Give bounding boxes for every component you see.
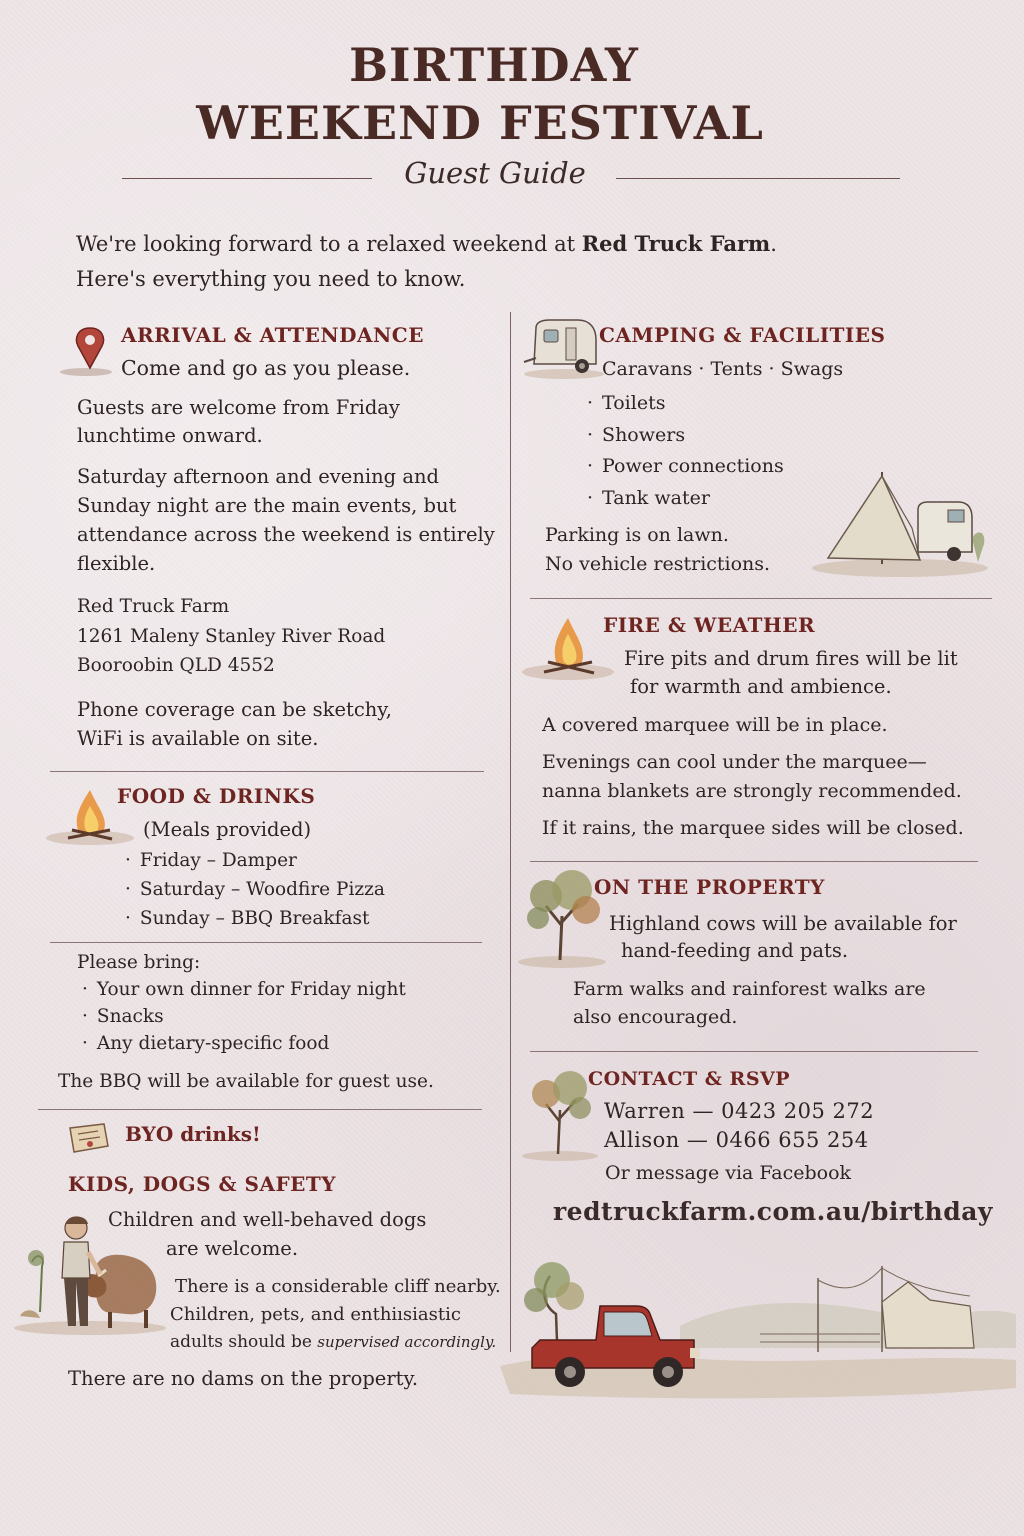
- fire-p4: If it rains, the marquee sides will be closed.: [542, 817, 964, 839]
- camping-types: Caravans · Tents · Swags: [602, 358, 844, 380]
- facility-water: · Tank water: [587, 483, 784, 515]
- drinks-note-icon: [66, 1120, 112, 1156]
- fire-heading: FIRE & WEATHER: [603, 613, 816, 637]
- arrival-p1-l2: lunchtime onward.: [77, 424, 263, 447]
- column-divider: [510, 312, 511, 1352]
- address-line-3: Booroobin QLD 4552: [77, 655, 275, 676]
- bring-item-snacks: · Snacks: [82, 1003, 406, 1030]
- facility-showers: · Showers: [587, 420, 784, 452]
- facility-power: · Power connections: [587, 451, 784, 483]
- kids-p2-l3: adults should be supervised accordingly.: [170, 1332, 497, 1352]
- meals-list: [125, 846, 385, 933]
- property-p1-l1: Highland cows will be available for: [609, 912, 957, 935]
- child-with-cow-illustration: [10, 1212, 168, 1336]
- parking-l1: Parking is on lawn.: [545, 524, 729, 546]
- title-line-1: BIRTHDAY: [349, 38, 639, 92]
- fire-p2: A covered marquee will be in place.: [542, 714, 888, 736]
- subtitle-rule-right: [616, 178, 900, 179]
- meal-friday: · Friday – Damper: [125, 846, 385, 875]
- kids-heading: KIDS, DOGS & SAFETY: [68, 1172, 337, 1196]
- arrival-p2-l1: Saturday afternoon and evening and: [77, 465, 440, 488]
- fire-p1-l2: for warmth and ambience.: [630, 675, 892, 698]
- contact-allison: Allison — 0466 655 254: [604, 1128, 869, 1152]
- subtitle: Guest Guide: [404, 156, 586, 190]
- right-separator-2: [530, 861, 978, 862]
- food-note: (Meals provided): [143, 818, 312, 841]
- tent-caravan-illustration: [808, 468, 990, 580]
- camping-heading: CAMPING & FACILITIES: [599, 323, 886, 347]
- caravan-icon: [520, 318, 606, 380]
- property-p1-l2: hand-feeding and pats.: [621, 939, 849, 962]
- address-line-1: Red Truck Farm: [77, 596, 230, 617]
- kids-p1-l1: Children and well-behaved dogs: [108, 1208, 427, 1231]
- facility-toilets: · Toilets: [587, 388, 784, 420]
- right-separator-1: [530, 598, 992, 599]
- kids-p2-l2: Children, pets, and enthiısiastic: [170, 1304, 461, 1325]
- campfire-icon: [518, 612, 614, 684]
- kids-p3: There are no dams on the property.: [68, 1367, 419, 1390]
- arrival-tagline: Come and go as you please.: [121, 356, 411, 380]
- address-line-2: 1261 Maleny Stanley River Road: [77, 626, 386, 647]
- bbq-note: The BBQ will be available for guest use.: [58, 1071, 434, 1092]
- arrival-p2-l2: Sunday night are the main events, but: [77, 494, 457, 517]
- title-line-2: WEEKEND FESTIVAL: [196, 96, 764, 150]
- contact-heading: CONTACT & RSVP: [588, 1068, 791, 1090]
- arrival-p1-l1: Guests are welcome from Friday: [77, 396, 400, 419]
- intro: We're looking forward to a relaxed weekend at Red Truck Farm. Here's everything you need to know.: [76, 231, 777, 291]
- kids-p2-l1: There is a considerable cliff nearby.: [175, 1276, 501, 1297]
- farm-name: Red Truck Farm: [581, 231, 771, 256]
- arrival-heading: ARRIVAL & ATTENDANCE: [121, 323, 424, 347]
- meal-saturday: · Saturday – Woodfire Pizza: [125, 875, 385, 904]
- map-pin-icon: [52, 324, 112, 380]
- red-truck-illustration: [500, 1256, 1020, 1406]
- fire-p1-l1: Fire pits and drum fires will be lit: [624, 647, 958, 670]
- property-p2-l2: also encouraged.: [573, 1006, 738, 1028]
- website-link[interactable]: redtruckfarm.com.au/birthday: [553, 1197, 993, 1226]
- left-separator-1: [50, 771, 484, 772]
- arrival-p3-l2: WiFi is available on site.: [77, 727, 319, 750]
- bring-item-dietary: · Any dietary-specific food: [82, 1030, 406, 1057]
- food-heading: FOOD & DRINKS: [117, 784, 316, 808]
- contact-facebook: Or message via Facebook: [605, 1162, 852, 1184]
- fire-p3-l1: Evenings can cool under the marquee—: [542, 751, 927, 773]
- arrival-p3-l1: Phone coverage can be sketchy,: [77, 698, 392, 721]
- left-separator-2: [50, 942, 482, 943]
- meal-sunday: · Sunday – BBQ Breakfast: [125, 904, 385, 933]
- bring-list: [82, 976, 406, 1057]
- arrival-p2-l4: flexible.: [77, 552, 156, 575]
- arrival-p2-l3: attendance across the weekend is entirely: [77, 523, 495, 546]
- contact-warren: Warren — 0423 205 272: [604, 1099, 875, 1123]
- left-separator-3: [38, 1109, 482, 1110]
- right-separator-3: [530, 1051, 978, 1052]
- byo-drinks: BYO drinks!: [125, 1122, 261, 1146]
- facilities-list: [587, 388, 784, 514]
- fire-p3-l2: nanna blankets are strongly recommended.: [542, 780, 962, 802]
- kids-p1-l2: are welcome.: [166, 1237, 299, 1260]
- bring-title: Please bring:: [77, 952, 201, 973]
- property-p2-l1: Farm walks and rainforest walks are: [573, 978, 926, 1000]
- property-heading: ON THE PROPERTY: [594, 875, 825, 899]
- parking-l2: No vehicle restrictions.: [545, 553, 771, 575]
- bring-item-dinner: · Your own dinner for Friday night: [82, 976, 406, 1003]
